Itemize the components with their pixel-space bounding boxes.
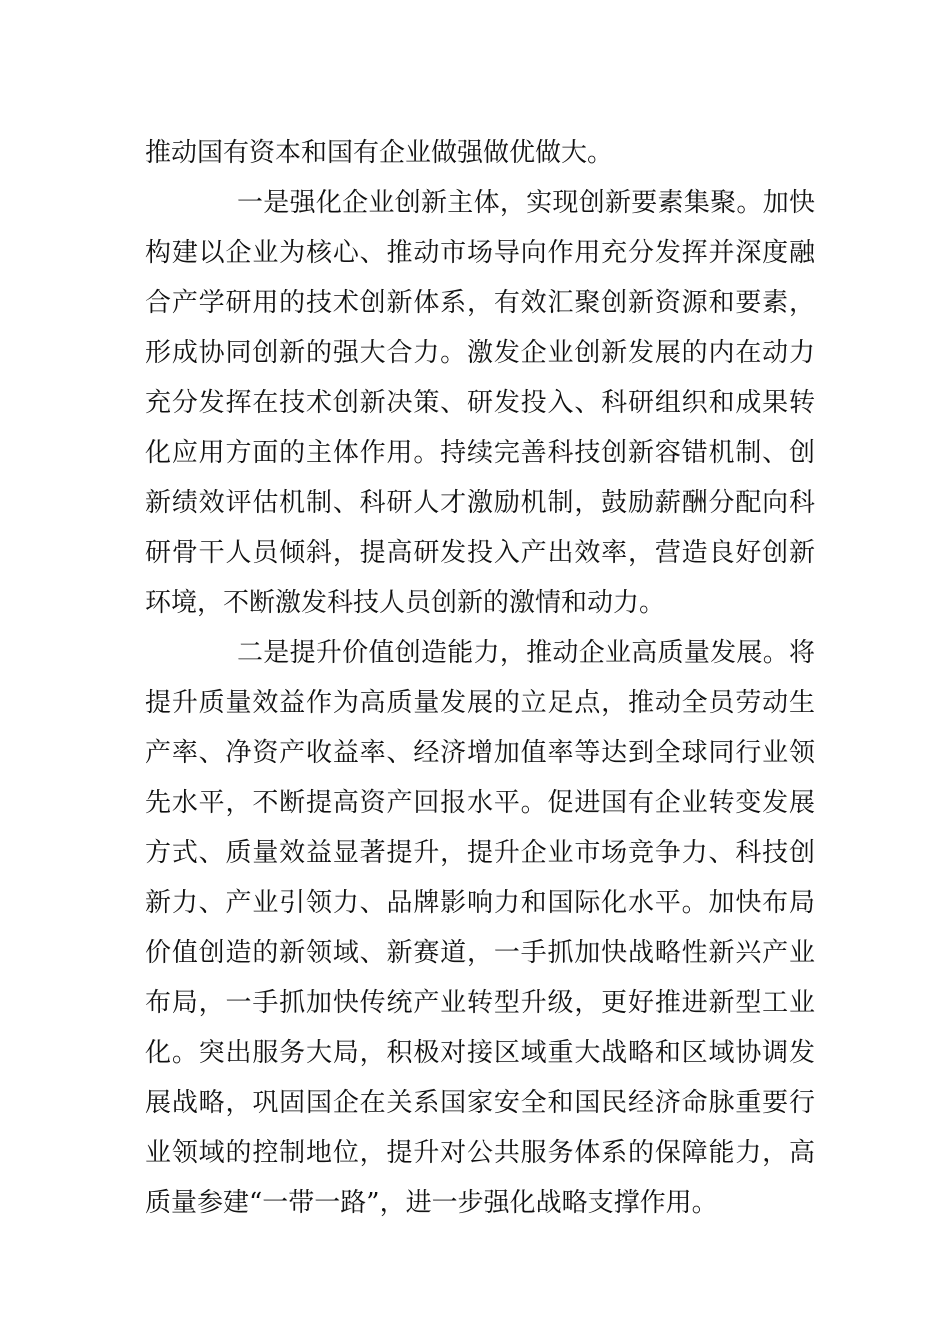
paragraph-2-line: 研骨干人员倾斜，提高研发投入产出效率，营造良好创新 xyxy=(145,538,815,568)
paragraph-3-line: 产率、净资产收益率、经济增加值率等达到全球同行业领 xyxy=(145,738,815,768)
paragraph-2-line: 合产学研用的技术创新体系，有效汇聚创新资源和要素， xyxy=(145,288,815,318)
paragraph-1-line: 推动国有资本和国有企业做强做优做大。 xyxy=(145,138,614,168)
paragraph-3-line: 展战略，巩固国企在关系国家安全和国民经济命脉重要行 xyxy=(145,1088,815,1118)
paragraph-3-line: 先水平，不断提高资产回报水平。促进国有企业转变发展 xyxy=(145,788,815,818)
paragraph-2-line: 形成协同创新的强大合力。激发企业创新发展的内在动力 xyxy=(145,338,815,368)
paragraph-3-line: 业领域的控制地位，提升对公共服务体系的保障能力，高 xyxy=(145,1138,815,1168)
paragraph-2-line: 环境，不断激发科技人员创新的激情和动力。 xyxy=(145,588,666,618)
paragraph-3-first-line: 二是提升价值创造能力，推动企业高质量发展。将 xyxy=(237,638,815,668)
paragraph-3-line: 布局，一手抓加快传统产业转型升级，更好推进新型工业 xyxy=(145,988,815,1018)
paragraph-2-line: 化应用方面的主体作用。持续完善科技创新容错机制、创 xyxy=(145,438,815,468)
paragraph-3-line: 提升质量效益作为高质量发展的立足点，推动全员劳动生 xyxy=(145,688,815,718)
paragraph-3-line: 化。突出服务大局，积极对接区域重大战略和区域协调发 xyxy=(145,1038,815,1068)
paragraph-3-line: 质量参建“一带一路”，进一步强化战略支撑作用。 xyxy=(145,1188,718,1218)
paragraph-3-line: 新力、产业引领力、品牌影响力和国际化水平。加快布局 xyxy=(145,888,815,918)
paragraph-2-line: 构建以企业为核心、推动市场导向作用充分发挥并深度融 xyxy=(145,238,815,268)
paragraph-3-line: 价值创造的新领域、新赛道，一手抓加快战略性新兴产业 xyxy=(145,938,815,968)
paragraph-2-line: 新绩效评估机制、科研人才激励机制，鼓励薪酬分配向科 xyxy=(145,488,815,518)
paragraph-2-first-line: 一是强化企业创新主体，实现创新要素集聚。加快 xyxy=(237,188,815,218)
paragraph-3-line: 方式、质量效益显著提升，提升企业市场竞争力、科技创 xyxy=(145,838,815,868)
paragraph-2-line: 充分发挥在技术创新决策、研发投入、科研组织和成果转 xyxy=(145,388,815,418)
document-body xyxy=(145,128,815,1228)
